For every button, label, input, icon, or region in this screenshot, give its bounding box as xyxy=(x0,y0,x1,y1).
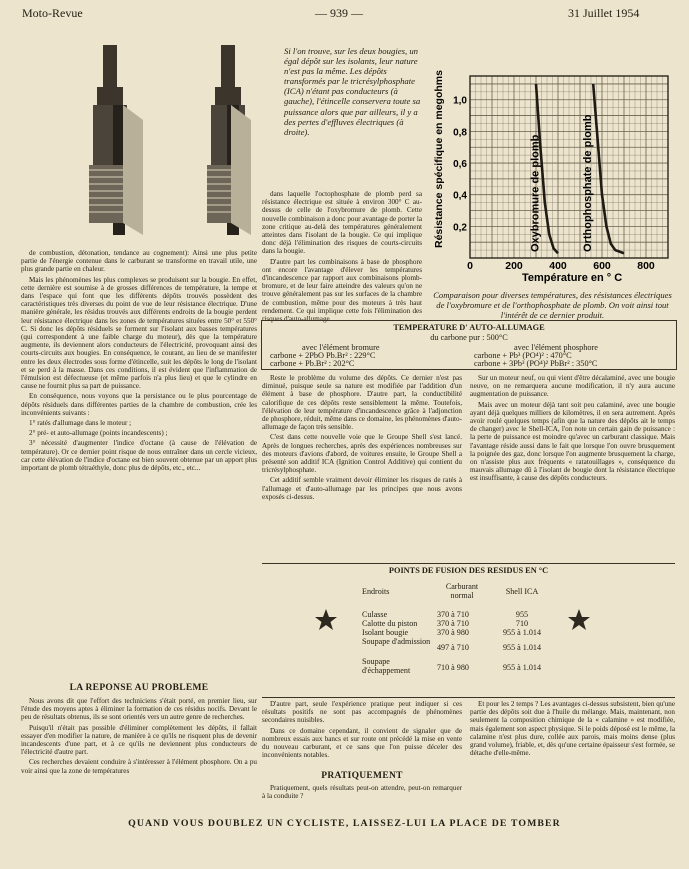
footer-slogan: QUAND VOUS DOUBLEZ UN CYCLISTE, LAISSEZ-LUI LA PLACE DE TOMBER xyxy=(128,818,561,829)
paragraph: Et pour les 2 temps ? Les avantages ci-dessus subsistent, bien qu'une partie des dépôts soit due à l'huile du mélange. Mais, maintenant, non seulement la composition chimique de la « calamine » est modifiée, mais également son aspect physique. Si le poids déposé est le même, la calamine n'est plus dure, collée aux parois, mais moins dense (plus grand volume), friable, et, dès qu'une certaine épaisseur s'est formée, se détache d'elle-même. xyxy=(470,700,675,758)
table-cell: 370 à 710 xyxy=(437,619,469,628)
paragraph: Mais les phénomènes les plus complexes se produisent sur la bougie. En effet, cette dernière est soumise à de grosses différences de température, la tempe et dans l'espace qui font que les différents dépôts trouvés possèdent des caractéristiques très diverses du point de vue de leur résistance électrique. D'une manière générale, les résidus trouvés aux différents endroits de la bougie perdent leur résistance électrique dans les zones de températures situées entre 50° et 550° C. Si donc les dépôts résiduels se forment sur l'isolant aux basses températures (qui correspondent à une faible charge du moteur), dès que la température augmente, ils deviennent alors conducteurs de l'électricité, provoquant ainsi des courts-circuits aux bougies. En conséquence, le courant, au lieu de se manifester entre les deux électrodes sous forme d'étincelle, suit les dépôts le long de l'isolant et se perd à la masse. Dans ces conditions, il est évident que l'inflammation de l'émulsion est défectueuse (et même parfois n'a plus lieu) et que le cylindre en cause ne fournit plus sa part de puissance. xyxy=(21,275,257,391)
y-tick-label: 1,0 xyxy=(453,95,467,107)
phosphore-header: avec l'élément phosphore xyxy=(514,343,598,352)
phosphore-row-2: carbone + 3Pb³ (PO⁴)² PbBr² : 350°C xyxy=(474,359,598,368)
table-cell: 710 à 980 xyxy=(437,662,469,672)
paragraph: Cet additif semble vraiment devoir éliminer les risques de ratés à l'allumage et d'auto-allumage par les principes que nous avons exposés ci-dessus. xyxy=(262,476,462,501)
column-3-text xyxy=(470,374,675,485)
section-title-pratiquement: PRATIQUEMENT xyxy=(321,771,403,781)
column-2-text xyxy=(262,190,422,325)
resistance-temperature-chart xyxy=(430,70,675,285)
x-tick-label: 0 xyxy=(467,260,473,272)
paragraph: Mais avec un moteur déjà tant soit peu calaminé, avec une bougie ayant déjà quelques milliers de kilomètres, il en sera autrement. Après avoir roulé quelques temps (afin que la nature des dépôts ait le temps de changer) avec le Shell-ICA, l'on note un certain gain de puissance : la perte de puissance est moindre qu'avec un carburant classique. Mais l'avantage réside aussi dans le fait que lorsque l'on ouvre brusquement la poignée des gaz, donc lorsque l'on augmente brusquement la charge, on n'assiste plus aux fréquents « ratatouillages », conséquence du mauvais allumage dû à l'isolant de bougie dont la résistance électrique est insuffisante, à cause des dépôts conducteurs. xyxy=(470,400,675,483)
y-tick-label: 0,2 xyxy=(453,222,467,234)
paragraph: 2° pré- et auto-allumage (points incandescents) ; xyxy=(29,429,168,438)
paragraph: Ces recherches devaient conduire à s'intéresser à l'élément phosphore. On a pu voir ainsi que la zone de températures xyxy=(21,758,257,775)
fusion-points-table xyxy=(262,563,675,698)
table-cell: Culasse xyxy=(362,610,388,619)
bromure-row-2: carbone + Pb.Br² : 202°C xyxy=(270,359,355,368)
chart-caption: Comparaison pour diverses températures, des résistances électriques de l'oxybromure et de l'orthophosphate de plomb. On voit ainsi tout l'intérêt de ce dernier produit. xyxy=(433,290,672,320)
x-tick-label: 200 xyxy=(505,260,523,272)
series-label: Orthophosphate de plomb xyxy=(582,114,595,252)
col-head-endroits: Endroits xyxy=(362,586,390,596)
page-number: — 939 — xyxy=(315,6,363,20)
y-tick-label: 0,6 xyxy=(453,159,467,171)
paragraph: Nous avons dit que l'effort des techniciens s'était porté, en premier lieu, sur l'étude des moyens aptes à éliminer la formation de ces résidus nocifs. Devant le peu de résultats obtenus, ils se sont orientés vers un autre genre de recherches. xyxy=(21,697,257,722)
spark-plugs-photo xyxy=(75,45,275,245)
table-cell: 955 à 1.014 xyxy=(503,642,541,652)
issue-date: 31 Juillet 1954 xyxy=(568,6,640,20)
star-icon xyxy=(314,608,338,632)
col-head-ica: Shell ICA xyxy=(505,586,539,596)
column-bottom-1-text xyxy=(262,700,462,761)
column-bottom-2-text xyxy=(470,700,675,759)
paragraph: de combustion, détonation, tendance au cognement): Ainsi une plus petite partie de l'énergie contenue dans le carburant se transforme en travail utile, une plus grande partie en chaleur. xyxy=(21,249,257,274)
table-cell: Soupape d'admission xyxy=(362,637,431,646)
paragraph: Sur un moteur neuf, ou qui vient d'être décalaminé, avec une bougie neuve, on ne remarquera aucune modification, il n'y aura aucune augmentation de puissance. xyxy=(470,374,675,399)
x-tick-label: 800 xyxy=(637,260,655,272)
y-tick-label: 0,8 xyxy=(453,127,467,139)
table-cell: 955 xyxy=(515,610,529,619)
y-tick-label: 0,4 xyxy=(453,190,467,202)
paragraph: Reste le problème du volume des dépôts. Ce dernier n'est pas diminué, puisque seule sa nature est modifiée par l'addition d'un élément à base de phosphore. D'autre part, la conductibilité calorifique de ces dépôts reste sensiblement la même. Toutefois, l'élévation de leur température d'incandescence grâce à l'adjonction de phosphore, réduit, même dans ce domaine, les phénomènes d'auto-allumage de façon très sensible. xyxy=(262,374,462,432)
x-tick-label: 400 xyxy=(549,260,567,272)
column-1-bottom-text xyxy=(21,697,257,777)
table-row xyxy=(362,637,557,657)
series-line xyxy=(593,84,624,253)
bromure-row-1: carbone + 2PbO Pb.Br² : 229°C xyxy=(270,351,376,360)
series-label: Oxybromure de plomb xyxy=(529,134,542,252)
section-title-reponse: LA REPONSE AU PROBLEME xyxy=(69,683,209,693)
paragraph: 1° ratés d'allumage dans le moteur ; xyxy=(29,419,132,428)
table-row xyxy=(362,619,557,628)
paragraph: Pratiquement, quels résultats peut-on attendre, peut-on remarquer à la conduite ? xyxy=(262,784,462,801)
table-cell: 497 à 710 xyxy=(437,642,469,652)
table-cell: 370 à 980 xyxy=(437,628,469,637)
table-cell: Calotte du piston xyxy=(362,619,418,628)
paragraph: 3° nécessité d'augmenter l'indice d'octane (à cause de l'élévation de température). Or ce dernier point risque de nous entraîner dans un cercle vicieux, car cette élévation de l'indice d'octane est bien souvent obtenue par un apport plus important de plomb tétraéthyle, donc plus de dépôts, etc., etc... xyxy=(21,439,257,473)
table-cell: 955 à 1.014 xyxy=(503,662,541,672)
running-header-left: Moto-Revue xyxy=(22,6,83,20)
paragraph: D'autre part, seule l'expérience pratique peut indiquer si ces résultats positifs ne sont pas accompagnés de phénomènes secondaires nuisibles. xyxy=(262,700,462,725)
table-cell: Isolant bougie xyxy=(362,628,409,637)
star-icon xyxy=(567,608,591,632)
carbon-line: du carbone pur : 500°C xyxy=(430,333,508,342)
chart-grid xyxy=(470,76,668,258)
chart-series xyxy=(529,84,624,253)
paragraph: Puisqu'il n'était pas possible d'éliminer complètement les dépôts, il fallait essayer d'en modifier la nature, de manière à ce qu'ils ne risquent plus de devenir incandescents d'une part, et à ce qu'ils ne deviennent plus conducteurs de l'électricité d'autre part. xyxy=(21,723,257,757)
table-row xyxy=(362,657,557,677)
fusion-table-title: POINTS DE FUSION DES RESIDUS EN °C xyxy=(388,566,549,575)
paragraph: C'est dans cette nouvelle voie que le Groupe Shell s'est lancé. Après de longues recherches, après des expériences nombreuses sur des moteurs d'avions d'abord, de voitures ensuite, le Groupe Shell a présenté son additif ICA (Ignition Control Additive) qui contient du tricrésylphosphate. xyxy=(262,433,462,475)
bromure-header: avec l'élément bromure xyxy=(302,343,380,352)
table-row xyxy=(362,610,557,619)
x-tick-label: 600 xyxy=(593,260,611,272)
table-cell: 710 xyxy=(515,619,529,628)
autoignition-table xyxy=(261,320,677,370)
table-row xyxy=(362,628,557,637)
table-cell: 370 à 710 xyxy=(437,610,469,619)
fusion-table-grid xyxy=(362,582,557,677)
pratiquement-text xyxy=(262,784,462,802)
column-2-bottom-text xyxy=(262,374,462,503)
paragraph: D'autre part les combinaisons à base de phosphore ont encore l'avantage d'élever les températures d'incandescence par rapport aux combinaisons plomb-bromure, et de leur faire atteindre des valeurs qu'on ne trouve généralement pas sur les surfaces de la chambre de combustion, même pour des moteurs à très haut rendement. Ce qui implique cette fois l'élimination des risques d'auto-allumage. xyxy=(262,257,422,324)
column-1-text xyxy=(21,249,257,474)
paragraph: Dans ce domaine cependant, il convient de signaler que de nombreux essais aux bancs et sur route ont précédé la mise en vente du nouveau carburant, et ce sans que l'on puisse déceler des inconvénients notables. xyxy=(262,726,462,760)
autoignition-title: TEMPERATURE D' AUTO-ALLUMAGE xyxy=(393,323,545,332)
paragraph: En conséquence, nous voyons que la persistance ou le plus pourcentage de dépôts résiduels dans différentes parties de la chambre de combustion, crée les inconvénients suivants : xyxy=(21,392,257,417)
table-cell: Soupape d'échappement xyxy=(362,657,411,675)
chart-x-axis-label: Température en ° C xyxy=(522,272,623,284)
col-head-normal: Carburant normal xyxy=(445,582,479,600)
paragraph: dans laquelle l'octophosphate de plomb perd sa résistance électrique est située à environ 300° C au-dessus de celle de l'oxybromure de plomb. Cette nouvelle combinaison a donc pour avantage de porter la zone critique au-delà des températures généralement atteintes dans l'isolant de la bougie. Ce qui implique donc déjà l'élimination des risques de courts-circuits dans la bougie. xyxy=(262,190,422,256)
photo-caption: Si l'on trouve, sur les deux bougies, un égal dépôt sur les isolants, leur nature n'est pas la même. Les dépôts transformés par le tricrésylphosphate (ICA) n'étant pas conducteurs (à gauche), l'étincelle conservera toute sa puissance alors que par ailleurs, il y a des pertes d'effluves électriques (à droite). xyxy=(284,46,421,137)
table-cell: 955 à 1.014 xyxy=(503,628,541,637)
chart-y-axis-label: Résistance spécifique en megohms xyxy=(433,70,445,248)
phosphore-row-1: carbone + Pb³ (PO⁴)² : 470°C xyxy=(474,351,572,360)
